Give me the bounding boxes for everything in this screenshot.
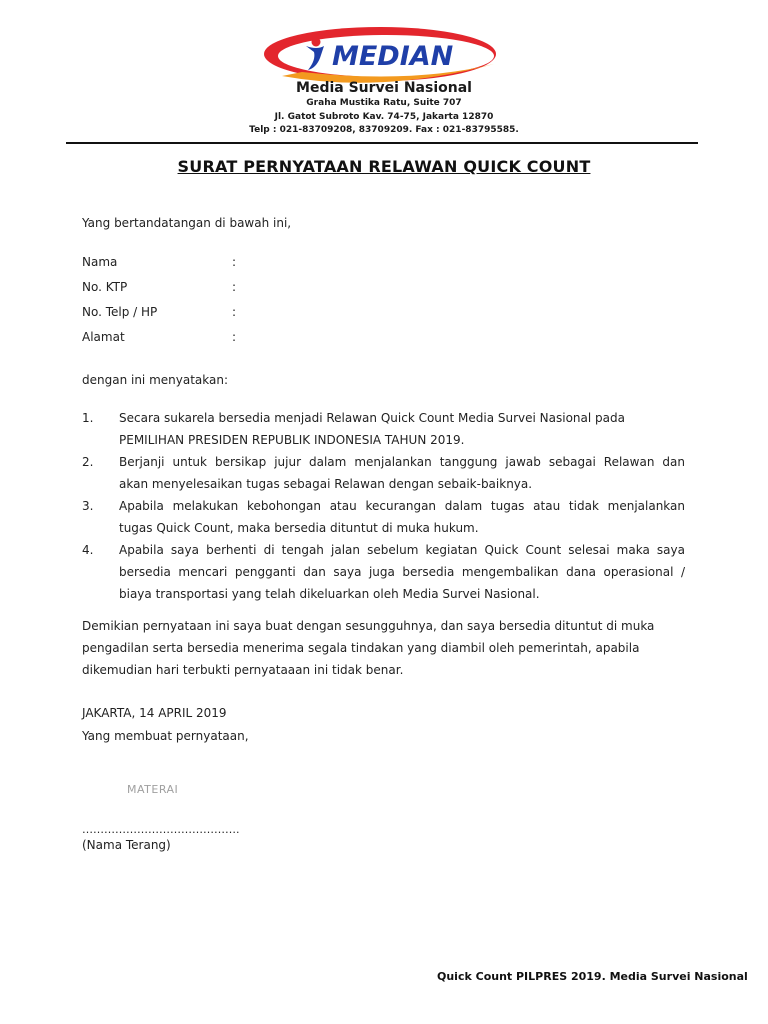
item-4-line-3: biaya transportasi yang telah dikeluarkan oleh Media Survei Nasional. bbox=[119, 587, 540, 601]
header-divider bbox=[66, 142, 698, 144]
item-2-line-2: akan menyelesaikan tugas sebagai Relawan dengan sebaik-baiknya. bbox=[119, 477, 533, 491]
org-name: Media Survei Nasional bbox=[296, 80, 472, 96]
item-4-line-1: Apabila saya berhenti di tengah jalan sebelum kegiatan Quick Count selesai maka saya bbox=[119, 543, 685, 557]
item-1-line-1: Secara sukarela bersedia menjadi Relawan Quick Count Media Survei Nasional pada bbox=[119, 411, 625, 425]
intro-text: Yang bertandatangan di bawah ini, bbox=[82, 216, 292, 230]
item-number: 2. bbox=[82, 455, 94, 469]
item-number: 1. bbox=[82, 411, 94, 425]
closing-line-3: dikemudian hari terbukti pernyataaan ini tidak benar. bbox=[82, 663, 404, 677]
name-caption: (Nama Terang) bbox=[82, 838, 171, 852]
address-line-1: Graha Mustika Ratu, Suite 707 bbox=[306, 98, 462, 108]
field-colon: : bbox=[232, 255, 237, 269]
item-1-line-2: PEMILIHAN PRESIDEN REPUBLIK INDONESIA TAHUN 2019. bbox=[119, 433, 465, 447]
contact-line: Telp : 021-83709208, 83709209. Fax : 021-83795585. bbox=[249, 125, 519, 135]
item-number: 4. bbox=[82, 543, 94, 557]
place-date: JAKARTA, 14 APRIL 2019 bbox=[82, 706, 227, 720]
field-label-telp: No. Telp / HP bbox=[82, 305, 158, 319]
signer-label: Yang membuat pernyataan, bbox=[82, 729, 249, 743]
closing-line-2: pengadilan serta bersedia menerima segala tindakan yang diambil oleh pemerintah, apabila bbox=[82, 641, 640, 655]
address-line-2: Jl. Gatot Subroto Kav. 74-75, Jakarta 12870 bbox=[274, 112, 494, 122]
item-4-line-2: bersedia mencari pengganti dan saya juga bersedia mengembalikan dana operasional / bbox=[119, 565, 685, 579]
field-colon: : bbox=[232, 330, 237, 344]
signature-line: ……………………………………. bbox=[82, 823, 240, 836]
item-3-line-2: tugas Quick Count, maka bersedia dituntut di muka hukum. bbox=[119, 521, 479, 535]
item-3-line-1: Apabila melakukan kebohongan atau kecurangan dalam tugas atau tidak menjalankan bbox=[119, 499, 685, 513]
logo-figure-head bbox=[312, 38, 321, 47]
field-colon: : bbox=[232, 280, 237, 294]
materai-placeholder: MATERAI bbox=[127, 783, 179, 796]
document-title: SURAT PERNYATAAN RELAWAN QUICK COUNT bbox=[177, 157, 591, 176]
declare-intro: dengan ini menyatakan: bbox=[82, 373, 229, 387]
field-label-ktp: No. KTP bbox=[82, 280, 128, 294]
field-colon: : bbox=[232, 305, 237, 319]
footer-text: Quick Count PILPRES 2019. Media Survei Nasional bbox=[437, 970, 748, 983]
closing-line-1: Demikian pernyataan ini saya buat dengan sesungguhnya, dan saya bersedia dituntut di muka bbox=[82, 619, 655, 633]
field-label-nama: Nama bbox=[82, 255, 118, 269]
item-2-line-1: Berjanji untuk bersikap jujur dalam menjalankan tanggung jawab sebagai Relawan dan bbox=[119, 455, 685, 469]
item-number: 3. bbox=[82, 499, 94, 513]
field-label-alamat: Alamat bbox=[82, 330, 125, 344]
logo-wordmark: MEDIAN bbox=[332, 41, 454, 72]
